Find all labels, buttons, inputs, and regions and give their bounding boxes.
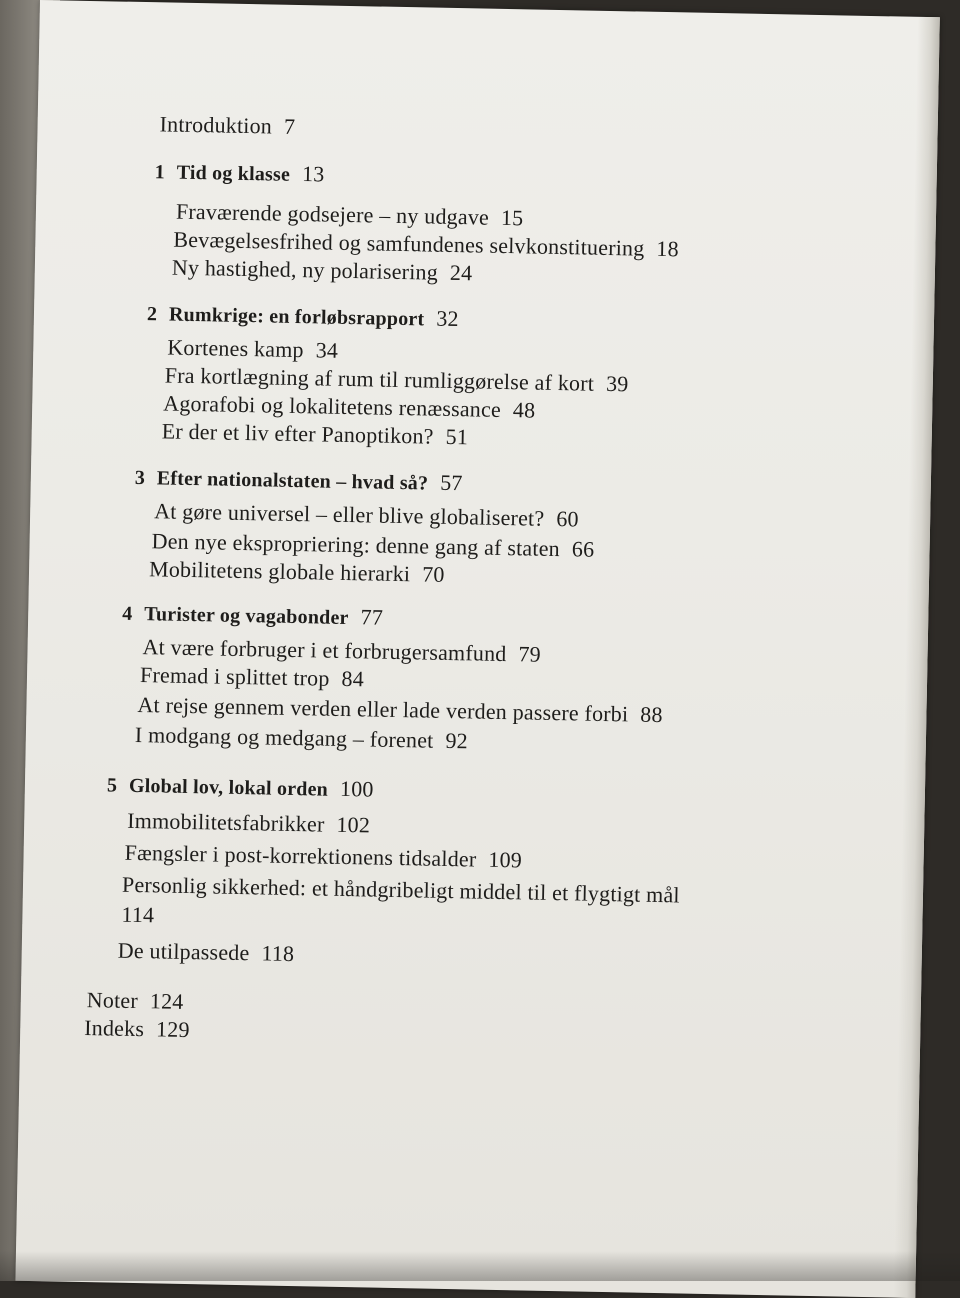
toc-intro-page: 7 — [283, 113, 296, 139]
section-page: 109 — [488, 846, 523, 873]
back-matter-label: Indeks — [84, 1015, 145, 1042]
toc-section — [165, 364, 629, 395]
section-label: Agorafobi og lokalitetens renæssance — [163, 390, 502, 422]
section-page: 84 — [341, 665, 365, 692]
chapter-page: 32 — [436, 305, 459, 332]
chapter-title: Efter nationalstaten – hvad så? — [156, 467, 429, 495]
toc-section — [151, 530, 594, 560]
toc-section — [167, 334, 339, 363]
section-page: 92 — [445, 727, 469, 754]
section-page: 60 — [556, 506, 579, 532]
section-label: Mobilitetens globale hierarki — [148, 556, 411, 587]
toc-section — [162, 420, 469, 448]
page-edge-shade — [893, 17, 940, 1298]
section-label: At gøre universel – eller blive globaliseret? — [153, 498, 545, 531]
toc-chapter-3 — [135, 466, 463, 494]
chapter-title: Tid og klasse — [176, 161, 291, 186]
section-label: Fremad i splittet trop — [139, 662, 330, 691]
toc-section — [163, 392, 535, 421]
section-label: Den nye ekspropriering: denne gang af staten — [151, 528, 561, 562]
section-label: I modgang og medgang – forenet — [134, 721, 434, 753]
toc-chapter-5 — [107, 773, 374, 800]
chapter-page: 100 — [339, 775, 374, 802]
chapter-number: 4 — [122, 602, 133, 625]
section-page: 48 — [512, 397, 536, 423]
toc-intro-label: Introduktion — [159, 111, 273, 139]
toc-intro — [159, 113, 295, 138]
chapter-page: 57 — [439, 469, 463, 496]
section-label: Immobilitetsfabrikker — [127, 807, 325, 837]
toc-section — [134, 721, 469, 754]
section-page: 66 — [571, 536, 595, 562]
section-page: 15 — [500, 204, 524, 231]
toc-back-matter-noter — [87, 989, 184, 1013]
back-matter-label: Noter — [86, 987, 139, 1014]
chapter-number: 5 — [106, 774, 118, 797]
section-page: 102 — [336, 811, 371, 838]
toc-section — [149, 558, 445, 586]
section-label: At være forbruger i et forbrugersamfund — [142, 634, 507, 667]
toc-back-matter-indeks — [84, 1017, 190, 1041]
section-label: De utilpassede — [117, 937, 250, 966]
section-label: Fængsler i post-korrektionens tidsalder — [124, 839, 477, 872]
toc-section — [124, 839, 523, 873]
section-page: 51 — [445, 423, 469, 450]
toc-section — [137, 694, 663, 726]
chapter-number: 1 — [154, 161, 166, 184]
back-matter-page: 129 — [155, 1016, 190, 1043]
back-matter-page: 124 — [149, 988, 184, 1014]
toc-section — [142, 636, 541, 666]
chapter-title: Rumkrige: en forløbsrapport — [168, 303, 425, 331]
section-page: 88 — [640, 701, 663, 728]
chapter-page: 77 — [360, 604, 384, 630]
chapter-number: 2 — [146, 303, 158, 326]
table-of-contents — [40, 0, 940, 1043]
section-page: 34 — [315, 337, 339, 363]
section-page: 114 — [121, 901, 155, 928]
chapter-page: 13 — [301, 161, 325, 187]
toc-section — [117, 937, 295, 967]
toc-section — [127, 807, 371, 838]
section-label: Er der et liv efter Panoptikon? — [161, 418, 434, 449]
section-page: 118 — [261, 940, 295, 967]
section-label: Personlig sikkerhed: et håndgribeligt middel til et flygtigt mål — [121, 871, 681, 908]
section-label: Fra kortlægning af rum til rumliggørelse af kort — [164, 362, 595, 396]
toc-chapter-2 — [147, 302, 459, 330]
section-label: Fraværende godsejere – ny udgave — [175, 198, 490, 230]
toc-section-page-wrapped — [121, 901, 155, 928]
section-page: 70 — [421, 561, 445, 587]
toc-section — [171, 254, 473, 286]
chapter-title: Turister og vagabonder — [144, 603, 349, 630]
section-label: Bevægelsesfrihed og samfundenes selvkonstituering — [173, 226, 645, 261]
section-page: 24 — [449, 259, 473, 286]
section-label: Ny hastighed, ny polarisering — [171, 254, 439, 285]
section-page: 39 — [605, 370, 629, 397]
bottom-shadow — [0, 1251, 960, 1281]
toc-section — [140, 664, 364, 690]
toc-chapter-4 — [122, 602, 383, 629]
section-label: At rejse gennem verden eller lade verden passere forbi — [137, 692, 629, 727]
section-page: 18 — [656, 235, 680, 262]
book-page — [15, 0, 939, 1298]
toc-chapter-1 — [155, 160, 325, 185]
section-label: Kortenes kamp — [167, 334, 304, 363]
chapter-number: 3 — [134, 466, 146, 490]
section-page: 79 — [518, 641, 542, 667]
chapter-title: Global lov, lokal orden — [128, 774, 329, 801]
toc-section — [175, 198, 524, 231]
toc-section — [154, 500, 579, 530]
toc-section — [121, 871, 681, 908]
